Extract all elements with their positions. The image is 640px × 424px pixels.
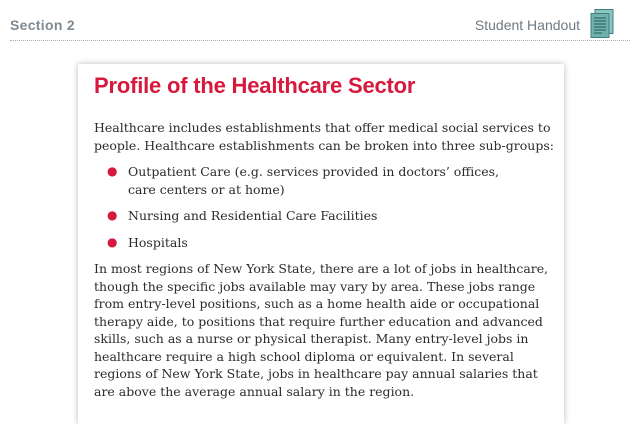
bullet-icon: ● <box>107 208 118 222</box>
list-item <box>107 163 554 198</box>
list-item-text: Outpatient Care (e.g. services provided in doctors’ offices, care centers or at home) <box>128 164 499 197</box>
intro-paragraph: Healthcare includes establishments that offer medical social services to people. Healthcare establishments can be broken into three sub-groups: <box>94 120 554 153</box>
list-item <box>107 234 554 252</box>
content-card <box>78 64 564 424</box>
list-item <box>107 207 554 225</box>
section-label: Section 2 <box>10 17 75 33</box>
header-divider <box>10 40 630 41</box>
bullet-icon: ● <box>107 234 118 249</box>
body-paragraph: In most regions of New York State, there are a lot of jobs in healthcare, though the specific jobs available may vary by area. These jobs range from entry-level positions, such as a home health aide or occupational therapy aide, to positions that require further education and advanced skills, such as a nurse or physical therapist. Many entry-level jobs in healthcare require a high school diploma or equivalent. In several regions of New York State, jobs in healthcare pay annual salaries that are above the average annual salary in the region. <box>94 261 549 399</box>
subgroup-list <box>94 163 554 251</box>
bullet-icon: ● <box>107 164 118 178</box>
handout-label: Student Handout <box>474 17 580 33</box>
handout-document-icon <box>588 8 616 40</box>
card-body <box>94 119 554 400</box>
page-header <box>0 0 640 50</box>
list-item-text: Hospitals <box>128 234 188 250</box>
card-title: Profile of the Healthcare Sector <box>94 73 416 98</box>
list-item-text: Nursing and Residential Care Facilities <box>128 208 378 223</box>
